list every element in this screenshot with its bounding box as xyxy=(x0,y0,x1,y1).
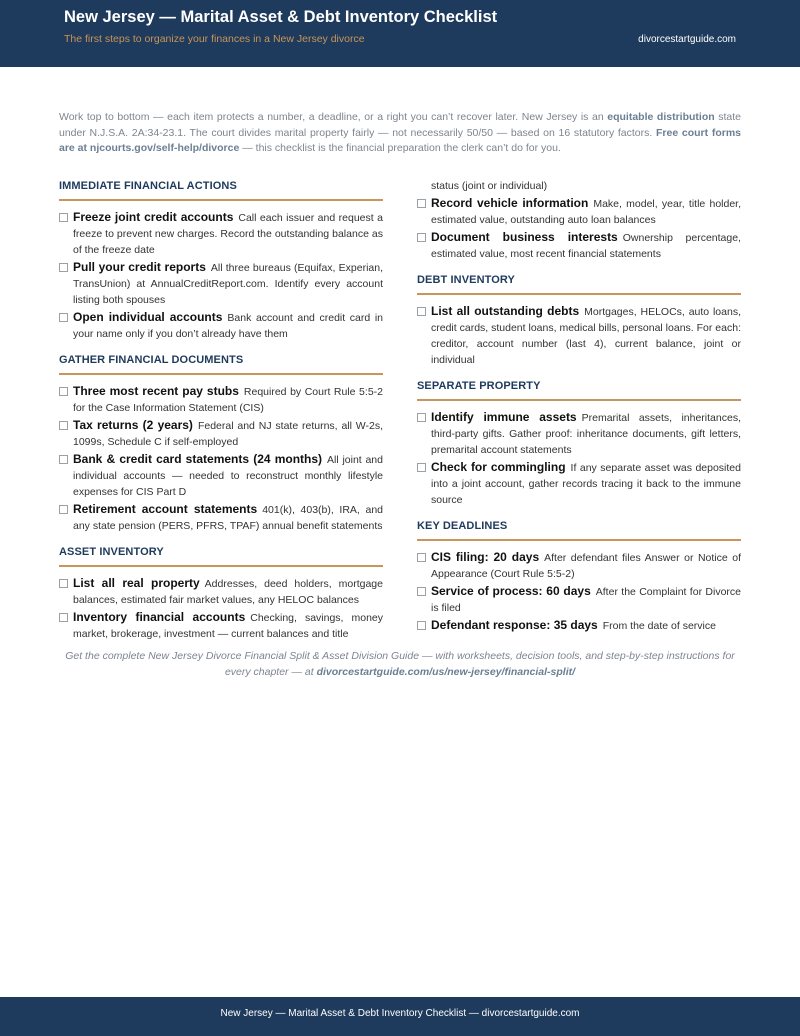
checklist-item xyxy=(59,309,383,342)
item-description: After the Complaint for Divorce is filed xyxy=(431,586,741,614)
intro-text-1: Work top to bottom — each item protects a number, a deadline, or a right you can’t recover later. New Jersey is an xyxy=(59,111,608,123)
page-header xyxy=(0,0,800,67)
item-title: Pull your credit reports xyxy=(73,260,206,274)
item-title: Service of process: 60 days xyxy=(431,584,591,598)
section-key-deadlines xyxy=(417,518,741,634)
checkbox[interactable] xyxy=(417,307,426,316)
item-title: Check for commingling xyxy=(431,460,566,474)
section-title: ASSET INVENTORY xyxy=(59,544,383,567)
item-title: Record vehicle information xyxy=(431,196,589,210)
checkbox[interactable] xyxy=(417,587,426,596)
left-column xyxy=(59,178,383,652)
item-description: If any separate asset was deposited into a joint account, gather records tracing it back to the immune source xyxy=(431,462,741,506)
item-title: List all real property xyxy=(73,576,200,590)
item-continuation: status (joint or individual) xyxy=(431,180,548,192)
item-description: All joint and individual accounts — needed to reconstruct monthly lifestyle expenses for CIS Part D xyxy=(73,454,383,498)
guide-link[interactable]: divorcestartguide.com/us/new-jersey/financial-split/ xyxy=(316,666,576,678)
footer-text: New Jersey — Marital Asset & Debt Inventory Checklist — divorcestartguide.com xyxy=(220,1008,580,1019)
checkbox[interactable] xyxy=(59,387,68,396)
item-title: Retirement account statements xyxy=(73,502,258,516)
checkbox[interactable] xyxy=(417,621,426,630)
checkbox[interactable] xyxy=(417,463,426,472)
checklist-item xyxy=(59,451,383,500)
item-title: Document business interests xyxy=(431,230,618,244)
closing-text: Get the complete New Jersey Divorce Financial Split & Asset Division Guide — with worksheets, decision tools, and step-by-step instructions for every chapter — at xyxy=(65,650,735,678)
item-description: Mortgages, HELOCs, auto loans, credit cards, student loans, medical bills, personal loans. For each: creditor, account number (last 4), current balance, joint or individual xyxy=(431,306,741,366)
checklist-item xyxy=(59,417,383,450)
section-asset-inventory xyxy=(59,544,383,642)
item-description: Required by Court Rule 5:5-2 for the Case Information Statement (CIS) xyxy=(73,386,383,414)
item-description: Premarital assets, inheritances, third-party gifts. Gather proof: inheritance documents, gift letters, premarital account statements xyxy=(431,412,741,456)
closing-note xyxy=(59,648,741,680)
item-description: Federal and NJ state returns, all W-2s, 1099s, Schedule C if self-employed xyxy=(73,420,384,448)
checklist-item xyxy=(59,609,383,642)
item-description: 401(k), 403(b), IRA, and any state pension (PERS, PFRS, TPAF) annual benefit statements xyxy=(73,504,384,532)
intro-highlight-2: Free court forms are at njcourts.gov/self-help/divorce xyxy=(59,126,742,154)
section-debt-inventory xyxy=(417,272,741,368)
checklist-item xyxy=(59,501,383,534)
item-title: Three most recent pay stubs xyxy=(73,384,239,398)
page-subtitle: The first steps to organize your finances in a New Jersey divorce xyxy=(64,33,365,45)
right-column xyxy=(417,178,741,644)
section-title: GATHER FINANCIAL DOCUMENTS xyxy=(59,352,383,375)
page-title: New Jersey — Marital Asset & Debt Inventory Checklist xyxy=(64,8,498,26)
item-title: Bank & credit card statements (24 months) xyxy=(73,452,323,466)
item-description: All three bureaus (Equifax, Experian, TransUnion) at AnnualCreditReport.com. Identify every account listing both spouses xyxy=(73,262,384,306)
checklist-item xyxy=(417,549,741,582)
checklist-item xyxy=(417,583,741,616)
item-title: Open individual accounts xyxy=(73,310,223,324)
checklist-item xyxy=(417,459,741,508)
section-financial-documents xyxy=(59,352,383,534)
checklist-item xyxy=(59,259,383,308)
checklist-item xyxy=(59,383,383,416)
checkbox[interactable] xyxy=(59,313,68,322)
item-title: Tax returns (2 years) xyxy=(73,418,193,432)
checkbox[interactable] xyxy=(417,199,426,208)
checkbox[interactable] xyxy=(59,263,68,272)
intro-highlight-1: equitable distribution xyxy=(607,111,715,123)
checklist-item xyxy=(417,409,741,458)
item-title: Identify immune assets xyxy=(431,410,577,424)
checkbox[interactable] xyxy=(59,579,68,588)
checklist-item xyxy=(59,209,383,258)
item-description: After defendant files Answer or Notice of Appearance (Court Rule 5:5-2) xyxy=(431,552,741,580)
checkbox[interactable] xyxy=(417,413,426,422)
item-description: Make, model, year, title holder, estimated value, outstanding auto loan balances xyxy=(431,198,742,226)
site-name: divorcestartguide.com xyxy=(638,34,736,45)
checkbox[interactable] xyxy=(59,505,68,514)
item-description: From the date of service xyxy=(602,620,716,632)
intro-paragraph xyxy=(59,110,741,157)
checklist-item xyxy=(417,229,741,262)
checkbox[interactable] xyxy=(59,421,68,430)
item-title: CIS filing: 20 days xyxy=(431,550,540,564)
checklist-item xyxy=(417,195,741,228)
item-title: Defendant response: 35 days xyxy=(431,618,598,632)
checklist-item xyxy=(417,617,741,634)
checkbox[interactable] xyxy=(59,213,68,222)
section-title: DEBT INVENTORY xyxy=(417,272,741,295)
item-title: Freeze joint credit accounts xyxy=(73,210,234,224)
section-immediate-actions xyxy=(59,178,383,342)
section-title: SEPARATE PROPERTY xyxy=(417,378,741,401)
checkbox[interactable] xyxy=(59,613,68,622)
item-description: Checking, savings, money market, brokerage, investment — current balances and title xyxy=(73,612,384,640)
item-title: Inventory financial accounts xyxy=(73,610,246,624)
checkbox[interactable] xyxy=(417,553,426,562)
checkbox[interactable] xyxy=(417,233,426,242)
item-description: Bank account and credit card in your name only if you don’t already have them xyxy=(73,312,383,340)
intro-text-2: state under N.J.S.A. 2A:34-23.1. The court divides marital property fairly — not necessarily 50/50 — based on 16 statutory factors. xyxy=(59,111,742,139)
section-title: KEY DEADLINES xyxy=(417,518,741,541)
intro-text-3: — this checklist is the financial preparation the clerk can’t do for you. xyxy=(239,142,561,154)
checklist-item xyxy=(417,303,741,368)
checkbox[interactable] xyxy=(59,455,68,464)
item-title: List all outstanding debts xyxy=(431,304,580,318)
checklist-item xyxy=(59,575,383,608)
item-description: Ownership percentage, estimated value, most recent financial statements xyxy=(431,232,741,260)
page-footer xyxy=(0,997,800,1036)
item-description: Addresses, deed holders, mortgage balances, estimated fair market values, any HELOC balances xyxy=(73,578,383,606)
section-separate-property xyxy=(417,378,741,508)
section-title: IMMEDIATE FINANCIAL ACTIONS xyxy=(59,178,383,201)
item-description: Call each issuer and request a freeze to prevent new charges. Record the outstanding balance as of the freeze date xyxy=(73,212,383,256)
section-asset-inventory-continued xyxy=(417,178,741,262)
